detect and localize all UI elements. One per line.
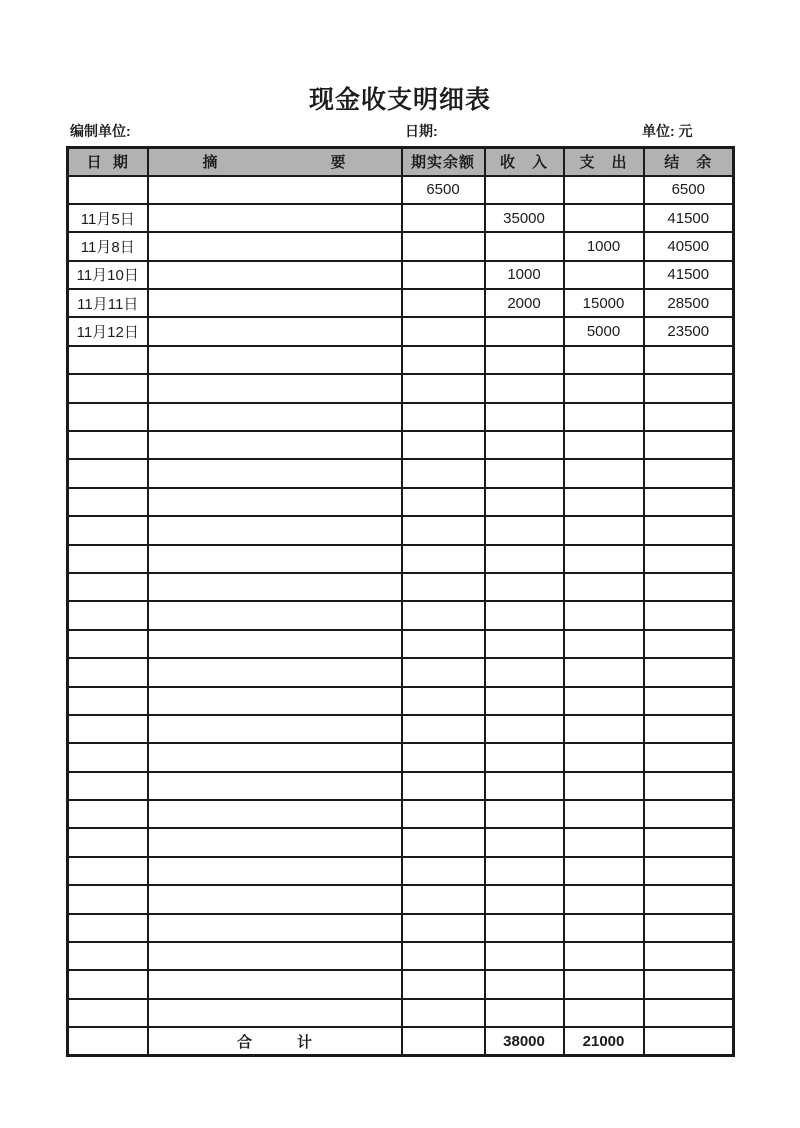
empty-row	[68, 630, 734, 658]
table-cell	[644, 800, 734, 828]
empty-row	[68, 488, 734, 516]
table-cell	[644, 743, 734, 771]
table-cell	[148, 970, 402, 998]
table-cell	[402, 800, 485, 828]
table-cell: 6500	[644, 176, 734, 204]
meta-row	[0, 121, 800, 141]
table-cell	[148, 857, 402, 885]
table-cell	[485, 658, 564, 686]
table-cell	[402, 914, 485, 942]
table-cell	[564, 630, 644, 658]
table-cell	[68, 885, 148, 913]
table-cell	[148, 573, 402, 601]
table-cell: 合 计	[148, 1027, 402, 1055]
table-cell: 35000	[485, 204, 564, 232]
table-cell	[68, 601, 148, 629]
data-row	[68, 261, 734, 289]
table-cell: 2000	[485, 289, 564, 317]
table-cell	[485, 999, 564, 1027]
table-cell	[148, 658, 402, 686]
table-cell	[402, 857, 485, 885]
table-cell	[644, 828, 734, 856]
table-cell: 41500	[644, 204, 734, 232]
table-cell	[644, 374, 734, 402]
table-cell: 1000	[564, 232, 644, 260]
table-cell	[68, 459, 148, 487]
table-cell	[564, 914, 644, 942]
table-cell	[402, 431, 485, 459]
table-cell	[68, 630, 148, 658]
table-cell	[148, 687, 402, 715]
table-cell: 15000	[564, 289, 644, 317]
unit-label: 单位: 元	[642, 123, 693, 139]
column-header: 结 余	[644, 148, 734, 176]
empty-row	[68, 743, 734, 771]
table-cell: 11月12日	[68, 317, 148, 345]
table-cell	[564, 374, 644, 402]
table-cell	[564, 573, 644, 601]
table-cell	[644, 715, 734, 743]
table-cell	[68, 346, 148, 374]
table-cell	[148, 516, 402, 544]
table-cell	[644, 1027, 734, 1055]
column-header: 摘 要	[148, 148, 402, 176]
table-cell	[644, 431, 734, 459]
table-cell	[485, 601, 564, 629]
table-cell	[485, 914, 564, 942]
table-cell	[644, 885, 734, 913]
table-cell	[68, 488, 148, 516]
table-cell	[402, 459, 485, 487]
table-cell	[148, 743, 402, 771]
table-cell	[644, 914, 734, 942]
table-cell	[148, 431, 402, 459]
empty-row	[68, 573, 734, 601]
table-cell	[564, 970, 644, 998]
table-cell	[485, 232, 564, 260]
table-cell	[564, 715, 644, 743]
column-header: 收 入	[485, 148, 564, 176]
table-cell	[148, 289, 402, 317]
table-cell	[485, 545, 564, 573]
table-cell	[68, 828, 148, 856]
table-cell: 5000	[564, 317, 644, 345]
table-cell	[564, 658, 644, 686]
table-cell	[485, 176, 564, 204]
table-cell	[402, 573, 485, 601]
table-cell	[485, 687, 564, 715]
table-cell	[148, 488, 402, 516]
table-cell	[402, 317, 485, 345]
table-cell	[402, 885, 485, 913]
table-cell	[402, 261, 485, 289]
table-cell	[485, 346, 564, 374]
table-cell: 11月5日	[68, 204, 148, 232]
table-cell	[564, 743, 644, 771]
table-cell	[485, 630, 564, 658]
table-cell	[485, 374, 564, 402]
data-row	[68, 289, 734, 317]
table-cell	[148, 346, 402, 374]
table-cell	[564, 857, 644, 885]
table-cell	[564, 261, 644, 289]
empty-row	[68, 857, 734, 885]
empty-row	[68, 403, 734, 431]
table-cell	[485, 431, 564, 459]
table-cell	[644, 687, 734, 715]
table-cell	[402, 488, 485, 516]
empty-row	[68, 772, 734, 800]
table-cell	[485, 459, 564, 487]
table-cell	[564, 488, 644, 516]
table-cell	[402, 601, 485, 629]
table-cell	[68, 942, 148, 970]
empty-row	[68, 970, 734, 998]
table-cell	[402, 999, 485, 1027]
table-cell	[402, 232, 485, 260]
table-cell	[68, 914, 148, 942]
table-cell	[402, 772, 485, 800]
table-cell: 6500	[402, 176, 485, 204]
table-cell	[148, 545, 402, 573]
table-cell	[402, 658, 485, 686]
table-cell	[402, 743, 485, 771]
empty-row	[68, 516, 734, 544]
data-row	[68, 204, 734, 232]
table-cell	[68, 545, 148, 573]
ledger-table-body	[68, 176, 734, 1056]
table-cell	[644, 601, 734, 629]
table-cell	[485, 317, 564, 345]
table-cell	[644, 403, 734, 431]
table-cell	[68, 516, 148, 544]
table-cell	[564, 999, 644, 1027]
table-cell	[564, 403, 644, 431]
table-cell	[148, 232, 402, 260]
table-cell	[644, 999, 734, 1027]
table-cell	[644, 772, 734, 800]
table-cell	[485, 488, 564, 516]
data-row	[68, 176, 734, 204]
column-header: 日 期	[68, 148, 148, 176]
empty-row	[68, 459, 734, 487]
table-cell: 23500	[644, 317, 734, 345]
table-cell	[485, 715, 564, 743]
table-cell	[485, 403, 564, 431]
table-cell	[564, 885, 644, 913]
table-cell	[68, 687, 148, 715]
table-cell	[564, 176, 644, 204]
table-cell	[68, 431, 148, 459]
table-cell: 40500	[644, 232, 734, 260]
date-label: 日期:	[405, 123, 438, 139]
table-cell	[68, 857, 148, 885]
empty-row	[68, 601, 734, 629]
table-cell	[644, 630, 734, 658]
table-cell	[148, 204, 402, 232]
table-cell	[402, 374, 485, 402]
column-header: 期实余额	[402, 148, 485, 176]
table-cell: 11月8日	[68, 232, 148, 260]
table-cell	[564, 204, 644, 232]
table-cell	[644, 573, 734, 601]
table-cell	[402, 289, 485, 317]
column-header: 支 出	[564, 148, 644, 176]
table-cell	[148, 317, 402, 345]
table-cell	[148, 828, 402, 856]
table-cell	[148, 601, 402, 629]
table-cell: 41500	[644, 261, 734, 289]
table-cell	[148, 885, 402, 913]
empty-row	[68, 431, 734, 459]
table-cell	[564, 828, 644, 856]
table-cell	[402, 630, 485, 658]
total-row	[68, 1027, 734, 1055]
table-cell: 28500	[644, 289, 734, 317]
table-cell	[564, 346, 644, 374]
table-cell: 21000	[564, 1027, 644, 1055]
table-cell	[148, 630, 402, 658]
empty-row	[68, 346, 734, 374]
table-cell	[485, 885, 564, 913]
table-cell	[644, 942, 734, 970]
table-cell	[148, 942, 402, 970]
table-cell	[148, 374, 402, 402]
table-cell	[564, 601, 644, 629]
table-cell	[644, 346, 734, 374]
table-cell: 1000	[485, 261, 564, 289]
table-cell	[68, 999, 148, 1027]
table-cell	[644, 658, 734, 686]
empty-row	[68, 999, 734, 1027]
empty-row	[68, 658, 734, 686]
empty-row	[68, 942, 734, 970]
table-cell	[644, 516, 734, 544]
table-cell	[485, 573, 564, 601]
table-cell	[148, 914, 402, 942]
table-cell	[148, 800, 402, 828]
table-cell	[564, 431, 644, 459]
table-cell	[68, 772, 148, 800]
table-cell	[564, 545, 644, 573]
table-cell	[402, 204, 485, 232]
table-cell	[402, 1027, 485, 1055]
table-cell	[402, 346, 485, 374]
table-cell	[485, 970, 564, 998]
table-cell	[485, 857, 564, 885]
table-cell	[68, 573, 148, 601]
table-cell: 11月11日	[68, 289, 148, 317]
empty-row	[68, 687, 734, 715]
table-cell	[68, 715, 148, 743]
empty-row	[68, 800, 734, 828]
table-cell	[68, 800, 148, 828]
prepared-by-label: 编制单位:	[70, 123, 131, 139]
table-cell	[402, 516, 485, 544]
table-cell	[68, 176, 148, 204]
data-row	[68, 317, 734, 345]
table-cell	[148, 772, 402, 800]
table-cell	[68, 743, 148, 771]
empty-row	[68, 715, 734, 743]
table-cell	[402, 942, 485, 970]
table-cell	[402, 403, 485, 431]
table-cell	[644, 459, 734, 487]
table-cell	[485, 800, 564, 828]
table-cell	[402, 715, 485, 743]
ledger-table-container	[66, 146, 735, 1057]
table-cell	[644, 545, 734, 573]
table-cell	[402, 687, 485, 715]
cash-ledger-table	[66, 146, 735, 1057]
table-cell	[402, 828, 485, 856]
table-cell	[68, 374, 148, 402]
table-cell	[148, 403, 402, 431]
table-cell	[148, 459, 402, 487]
table-cell	[402, 970, 485, 998]
table-cell	[644, 970, 734, 998]
empty-row	[68, 914, 734, 942]
table-cell	[564, 772, 644, 800]
header-row	[68, 148, 734, 176]
table-cell	[148, 261, 402, 289]
table-cell	[485, 828, 564, 856]
table-cell	[68, 658, 148, 686]
empty-row	[68, 374, 734, 402]
table-cell	[148, 715, 402, 743]
table-cell: 38000	[485, 1027, 564, 1055]
table-cell	[564, 942, 644, 970]
table-cell	[485, 516, 564, 544]
table-cell	[485, 743, 564, 771]
table-cell: 11月10日	[68, 261, 148, 289]
table-cell	[485, 942, 564, 970]
table-cell	[564, 459, 644, 487]
table-cell	[644, 488, 734, 516]
table-cell	[564, 800, 644, 828]
empty-row	[68, 545, 734, 573]
table-cell	[644, 857, 734, 885]
table-cell	[148, 176, 402, 204]
table-cell	[485, 772, 564, 800]
empty-row	[68, 885, 734, 913]
page-title: 现金收支明细表	[308, 86, 491, 114]
data-row	[68, 232, 734, 260]
table-cell	[564, 687, 644, 715]
table-cell	[402, 545, 485, 573]
table-cell	[564, 516, 644, 544]
table-cell	[148, 999, 402, 1027]
table-cell	[68, 403, 148, 431]
table-cell	[68, 1027, 148, 1055]
empty-row	[68, 828, 734, 856]
table-cell	[68, 970, 148, 998]
